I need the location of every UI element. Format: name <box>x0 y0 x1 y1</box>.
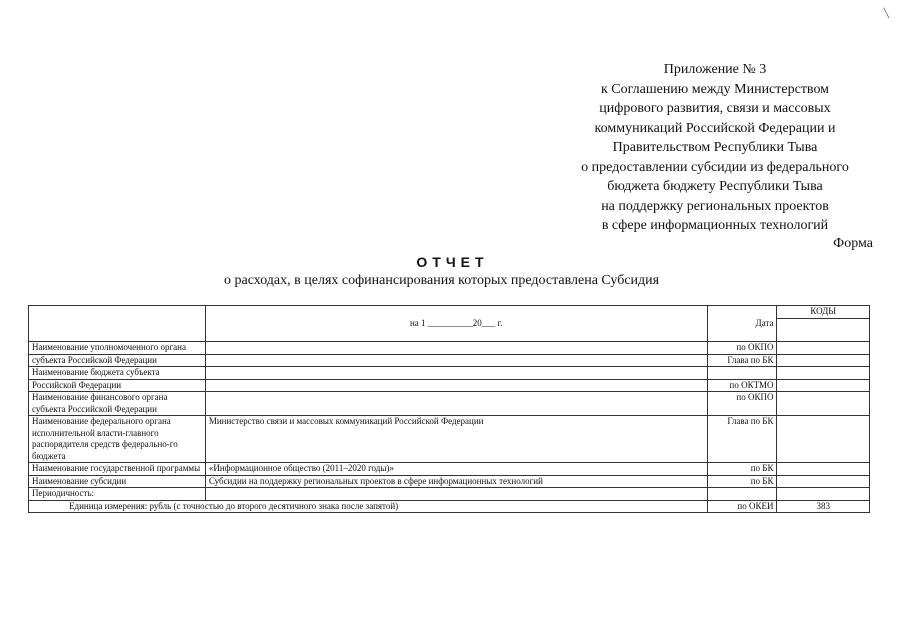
row-code: Глава по БК <box>707 354 777 367</box>
date-line: на 1 __________20___ г. <box>205 318 707 342</box>
codes-header: КОДЫ <box>777 306 870 319</box>
row-label: Российской Федерации <box>29 379 206 392</box>
date-code: Дата <box>707 318 777 342</box>
table-row <box>29 379 870 392</box>
table-row <box>29 488 870 501</box>
row-label: Наименование уполномоченного органа <box>29 342 206 355</box>
row-value[interactable] <box>205 379 707 392</box>
table-row <box>29 367 870 380</box>
row-box[interactable] <box>777 475 870 488</box>
table-row <box>29 475 870 488</box>
scan-mark: ╲ <box>883 8 889 18</box>
row-box[interactable] <box>777 354 870 367</box>
row-code: по ОКТМО <box>707 379 777 392</box>
row-value[interactable] <box>205 488 707 501</box>
appendix-line: в сфере информационных технологий <box>601 218 829 233</box>
report-title: ОТЧЕТ <box>416 254 489 270</box>
row-value[interactable]: «Информационное общество (2011–2020 годы)» <box>205 463 707 476</box>
row-value[interactable] <box>205 392 707 416</box>
row-box[interactable] <box>777 379 870 392</box>
unit-code: по ОКЕИ <box>707 500 777 513</box>
unit-row <box>29 500 870 513</box>
row-value[interactable] <box>205 354 707 367</box>
appendix-line: бюджета бюджету Республики Тыва <box>607 179 823 194</box>
row-label: Наименование субсидии <box>29 475 206 488</box>
appendix-line: о предоставлении субсидии из федерального <box>581 159 849 175</box>
report-subtitle: о расходах, в целях софинансирования которых предоставлена Субсидия <box>224 273 660 288</box>
row-label: Наименование федерального органа исполнительной власти-главного распорядителя средств федерально-го бюджета <box>29 416 206 463</box>
row-label: субъекта Российской Федерации <box>29 354 206 367</box>
appendix-line: Приложение № 3 <box>663 62 767 77</box>
row-box[interactable] <box>777 488 870 501</box>
date-box[interactable] <box>777 318 870 342</box>
row-value[interactable]: Министерство связи и массовых коммуникаций Российской Федерации <box>205 416 707 463</box>
row-box[interactable] <box>777 367 870 380</box>
row-box[interactable] <box>777 416 870 463</box>
unit-label: Единица измерения: рубль (с точностью до второго десятичного знака после запятой) <box>29 500 708 513</box>
row-box[interactable] <box>777 463 870 476</box>
table-row <box>29 463 870 476</box>
row-code: по ОКПО <box>707 392 777 416</box>
row-value[interactable] <box>205 367 707 380</box>
date-row <box>29 318 870 342</box>
row-code: по ОКПО <box>707 342 777 355</box>
row-code <box>707 488 777 501</box>
table-row <box>29 416 870 463</box>
codes-header-row <box>29 306 870 319</box>
appendix-line: к Соглашению между Министерством <box>600 81 830 97</box>
row-code: по БК <box>707 475 777 488</box>
row-value[interactable]: Субсидии на поддержку региональных проектов в сфере информационных технологий <box>205 475 707 488</box>
unit-box[interactable]: 383 <box>777 500 870 513</box>
row-box[interactable] <box>777 342 870 355</box>
table-row <box>29 342 870 355</box>
row-label: Наименование финансового органа субъекта Российской Федерации <box>29 392 206 416</box>
row-label: Периодичность: <box>29 488 206 501</box>
row-code <box>707 367 777 380</box>
table-row <box>29 392 870 416</box>
report-table <box>28 305 870 513</box>
row-code: по БК <box>707 463 777 476</box>
row-label: Наименование государственной программы <box>29 463 206 476</box>
row-label: Наименование бюджета субъекта <box>29 367 206 380</box>
row-box[interactable] <box>777 392 870 416</box>
appendix-line: цифрового развития, связи и массовых <box>599 101 831 116</box>
row-value[interactable] <box>205 342 707 355</box>
row-code: Глава по БК <box>707 416 777 463</box>
table-row <box>29 354 870 367</box>
appendix-line: на поддержку региональных проектов <box>601 198 829 214</box>
appendix-block <box>560 60 870 236</box>
appendix-line: коммуникаций Российской Федерации и <box>594 120 836 136</box>
form-label: Форма <box>833 236 873 251</box>
appendix-line: Правительством Республики Тыва <box>612 140 818 155</box>
